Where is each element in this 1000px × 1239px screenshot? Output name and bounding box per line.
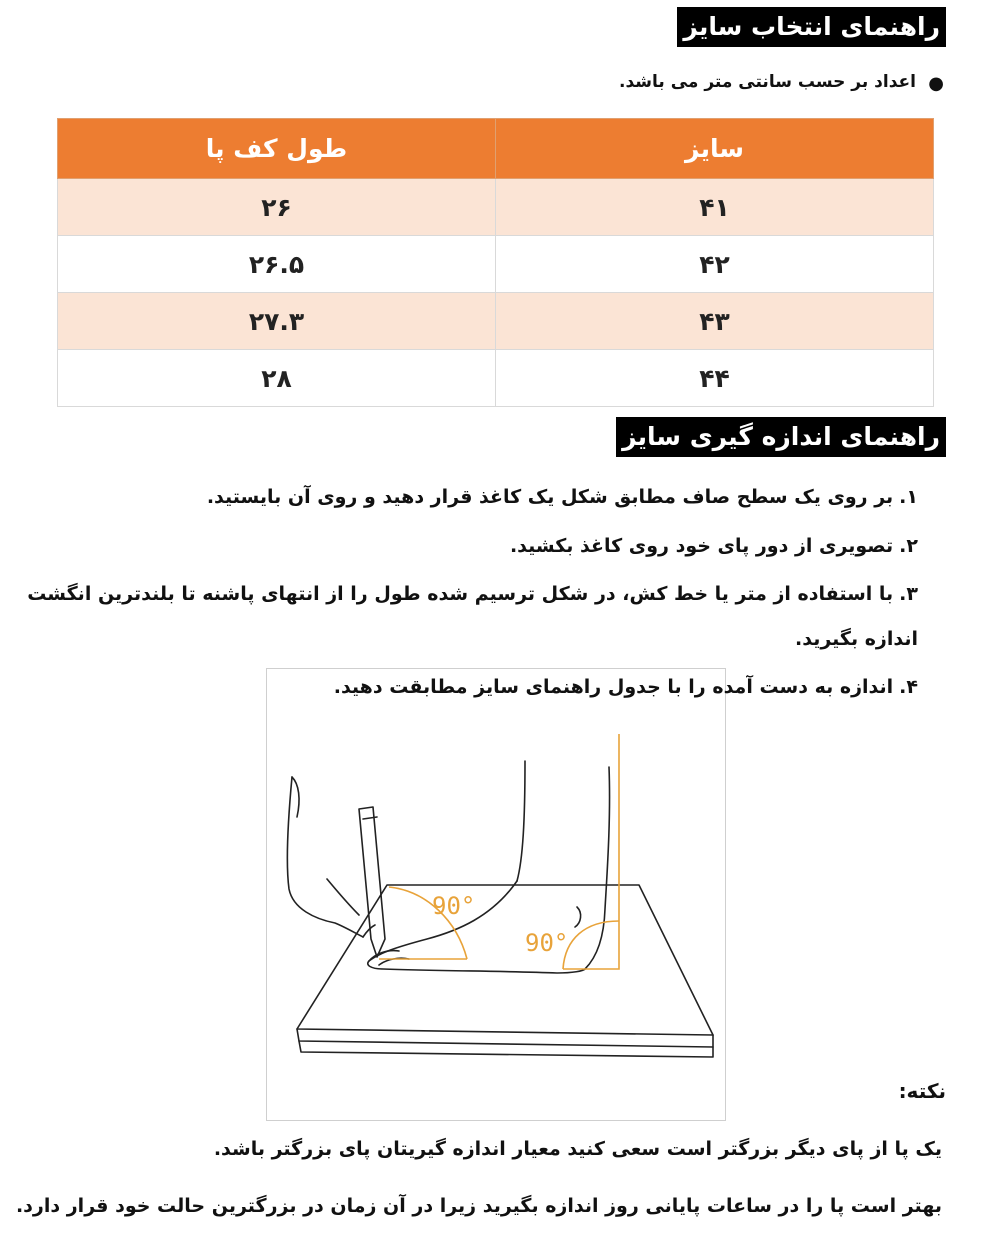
cell-foot-length: ۲۶.۵ bbox=[58, 236, 496, 293]
illustration-svg bbox=[267, 669, 725, 1120]
ruler-line bbox=[563, 734, 619, 969]
cell-size: ۴۱ bbox=[496, 179, 934, 236]
cell-size: ۴۲ bbox=[496, 236, 934, 293]
cell-foot-length: ۲۷.۳ bbox=[58, 293, 496, 350]
step-number: ۴. bbox=[899, 676, 918, 698]
pencil-icon bbox=[359, 807, 385, 957]
angle-label-heel: 90° bbox=[525, 929, 569, 957]
size-table bbox=[57, 118, 934, 407]
cell-size: ۴۴ bbox=[496, 350, 934, 407]
note-line-1: یک پا از پای دیگر بزرگتر است سعی کنید معیار اندازه گیریتان پای بزرگتر باشد. bbox=[213, 1138, 942, 1160]
header-size: سایز bbox=[496, 119, 934, 179]
leg-outline bbox=[517, 761, 525, 881]
step-2 bbox=[510, 535, 918, 557]
units-note-text: اعداد بر حسب سانتی متر می باشد. bbox=[619, 72, 916, 92]
foot-measuring-illustration bbox=[266, 668, 726, 1121]
measuring-guide-heading: راهنمای اندازه گیری سایز bbox=[616, 417, 946, 457]
step-text: اندازه به دست آمده را با جدول راهنمای سایز مطابقت دهید. bbox=[333, 676, 894, 698]
step-1 bbox=[207, 486, 918, 508]
step-4 bbox=[334, 676, 918, 698]
header-foot-length: طول کف پا bbox=[58, 119, 496, 179]
cell-foot-length: ۲۶ bbox=[58, 179, 496, 236]
step-text: بر روی یک سطح صاف مطابق شکل یک کاغذ قرار دهید و روی آن بایستید. bbox=[206, 486, 894, 508]
step-3-continuation: اندازه بگیرید. bbox=[795, 628, 918, 650]
size-guide-heading: راهنمای انتخاب سایز bbox=[677, 7, 946, 47]
cell-foot-length: ۲۸ bbox=[58, 350, 496, 407]
table-row bbox=[58, 293, 934, 350]
note-label: نکته: bbox=[898, 1079, 946, 1103]
step-3 bbox=[27, 583, 918, 605]
step-number: ۳. bbox=[899, 583, 918, 605]
table-header-row bbox=[58, 119, 934, 179]
table-row bbox=[58, 350, 934, 407]
step-number: ۲. bbox=[899, 535, 918, 557]
table-row bbox=[58, 236, 934, 293]
paper-sheet bbox=[297, 885, 713, 1035]
angle-label-toe: 90° bbox=[432, 892, 476, 920]
cell-size: ۴۳ bbox=[496, 293, 934, 350]
units-note bbox=[619, 72, 944, 94]
note-line-2: بهتر است پا را در ساعات پایانی روز اندازه بگیرید زیرا در آن زمان در بزرگترین حالت خود قرار دارد. bbox=[15, 1195, 942, 1217]
table-row bbox=[58, 179, 934, 236]
step-text: با استفاده از متر یا خط کش، در شکل ترسیم شده طول را از انتهای پاشنه تا بلندترین انگشت bbox=[27, 583, 894, 605]
step-text: تصویری از دور پای خود روی کاغذ بکشید. bbox=[509, 535, 894, 557]
step-number: ۱. bbox=[899, 486, 918, 508]
bullet-icon: ● bbox=[928, 73, 944, 94]
